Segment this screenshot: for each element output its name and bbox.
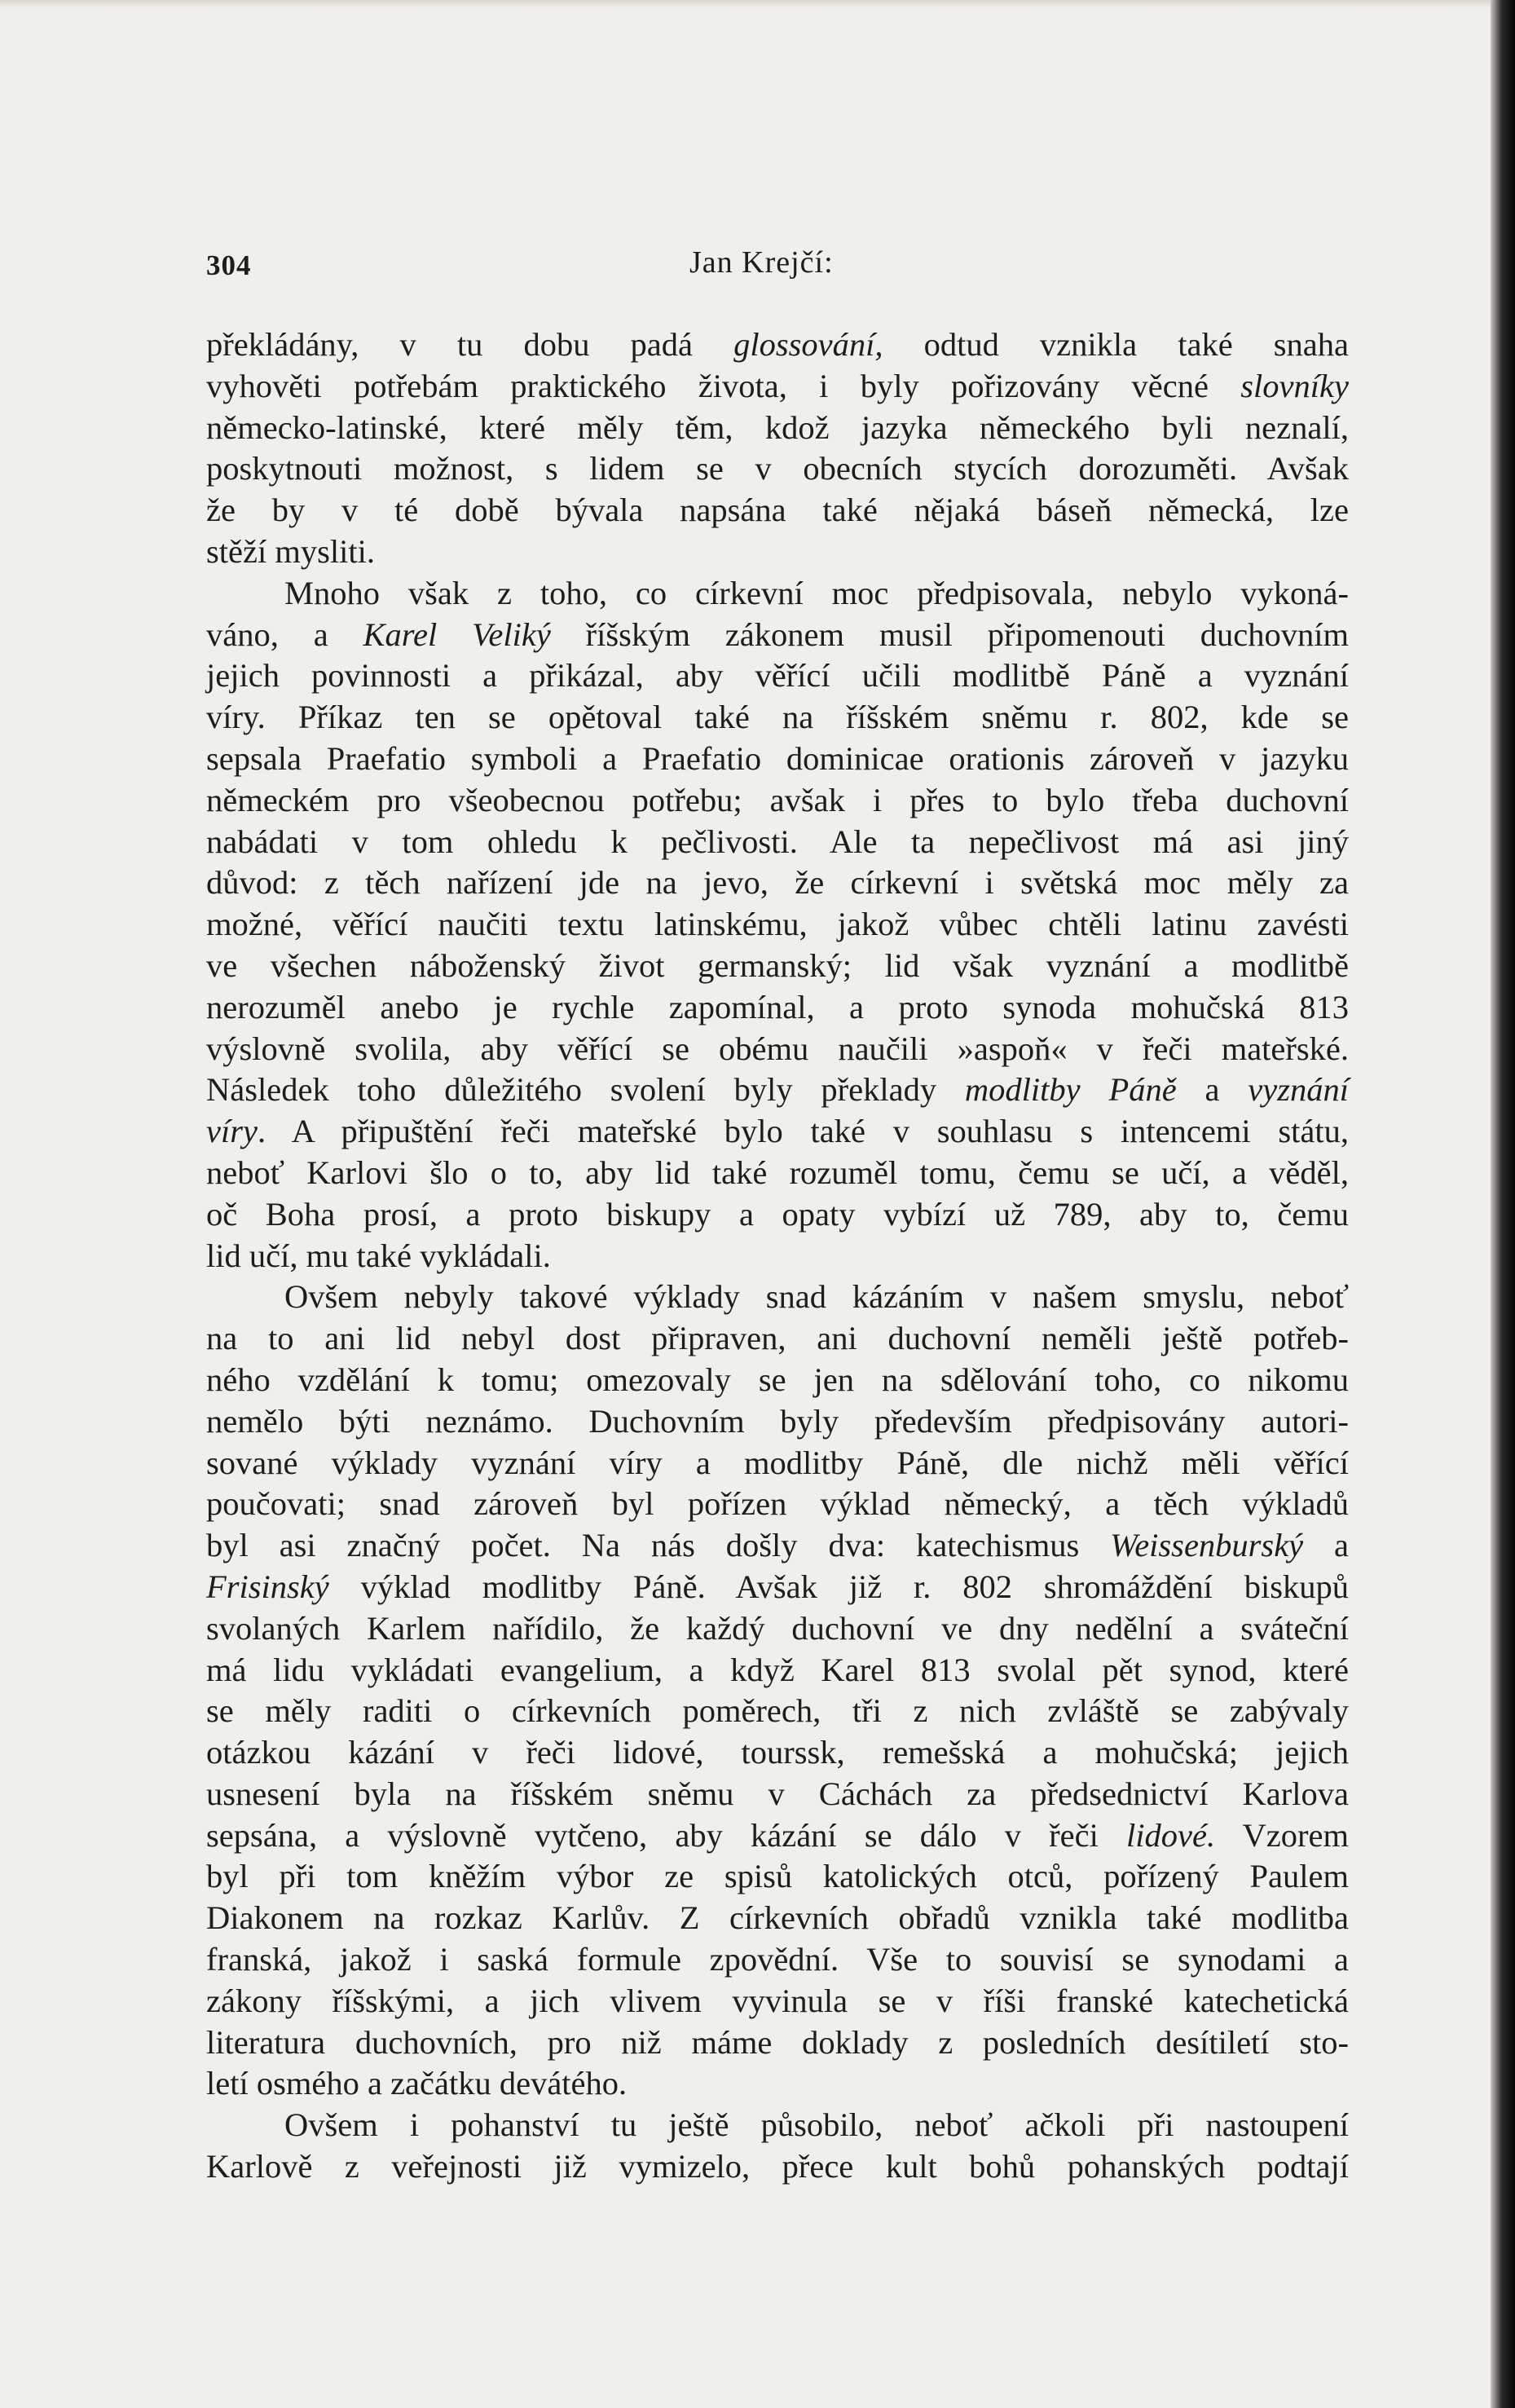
text-run: usnesení byla na říšském sněmu v Cáchách za předsednictví Karlova (206, 1775, 1349, 1812)
text-line (206, 1069, 1349, 1111)
text-run: otázkou kázání v řeči lidové, tourssk, remešská a mohučská; jejich (206, 1734, 1349, 1771)
italic-text-run: glossování, (733, 326, 883, 363)
text-line (206, 1194, 1349, 1236)
text-run: říšským zákonem musil připomenouti duchovním (550, 615, 1349, 653)
text-run: německém pro všeobecnou potřebu; avšak i přes to bylo třeba duchovní (206, 781, 1349, 818)
text-run: lid učí, mu také vykládali. (206, 1237, 551, 1274)
text-run: a (1176, 1071, 1249, 1109)
text-line (206, 655, 1349, 697)
text-run: byl asi značný počet. Na nás došly dva: katechismus (206, 1527, 1111, 1564)
text-line (206, 1029, 1349, 1070)
text-run: letí osmého a začátku devátého. (206, 2065, 628, 2102)
text-line (206, 1732, 1349, 1774)
text-run: Mnoho však z toho, co církevní moc předpisovala, nebylo vykoná- (284, 574, 1349, 611)
text-run: odtud vznikla také snaha (883, 326, 1349, 363)
text-run: Karlově z veřejnosti již vymizelo, přece kult bohů pohanských podtají (206, 2148, 1349, 2185)
text-run: sepsala Praefatio symboli a Praefatio dominicae orationis zároveň v jazyku (206, 739, 1349, 777)
text-line (206, 1981, 1349, 2022)
text-run: svolaných Karlem nařídilo, že každý duchovní ve dny nedělní a sváteční (206, 1609, 1349, 1647)
text-run: nabádati v tom ohledu k pečlivosti. Ale ta nepečlivost má asi jiný (206, 823, 1349, 860)
text-line (206, 615, 1349, 656)
text-run: váno, a (206, 615, 363, 653)
text-line (206, 1484, 1349, 1525)
text-run: stěží mysliti. (206, 532, 375, 570)
text-run: franská, jakož i saská formule zpovědní. Vše to souvisí se synodami a (206, 1941, 1349, 1978)
text-line (206, 780, 1349, 822)
text-run: ve všechen náboženský život germanský; lid však vyznání a modlitbě (206, 946, 1349, 984)
text-line (206, 862, 1349, 904)
text-run: poučovati; snad zároveň byl pořízen výklad německý, a těch výkladů (206, 1485, 1349, 1523)
text-line (206, 2105, 1349, 2146)
text-line (206, 987, 1349, 1029)
text-line (206, 697, 1349, 739)
italic-text-run: lidové. (1126, 1816, 1216, 1854)
page-top-shadow (0, 0, 1515, 8)
italic-text-run: Karel Veliký (363, 615, 551, 653)
text-line (206, 448, 1349, 490)
text-line (206, 1650, 1349, 1691)
text-run: Diakonem na rozkaz Karlův. Z církevních obřadů vznikla také modlitba (206, 1899, 1349, 1937)
italic-text-run: Weissenburský (1110, 1527, 1304, 1564)
text-line (206, 1774, 1349, 1815)
text-run: že by v té době bývala napsána také nějaká báseň německá, lze (206, 492, 1349, 529)
text-line (206, 2146, 1349, 2188)
text-line (206, 904, 1349, 946)
text-line (206, 1360, 1349, 1401)
text-run: výklad modlitby Páně. Avšak již r. 802 shromáždění biskupů (328, 1568, 1349, 1605)
text-run: Následek toho důležitého svolení byly překlady (206, 1071, 965, 1109)
text-line (206, 1525, 1349, 1567)
text-line (206, 739, 1349, 780)
text-run: sované výklady vyznání víry a modlitby Páně, dle nichž měli věřící (206, 1444, 1349, 1481)
page-right-edge-shadow (1491, 0, 1515, 2408)
text-run: vyhověti potřebám praktického života, i byly pořizovány věcné (206, 367, 1241, 404)
text-run: zákony říšskými, a jich vlivem vyvinula se v říši franské katechetická (206, 1982, 1349, 2019)
text-line (206, 490, 1349, 531)
text-line (206, 324, 1349, 366)
text-run: literatura duchovních, pro niž máme doklady z posledních desítiletí sto- (206, 2023, 1349, 2061)
text-run: překládány, v tu dobu padá (206, 326, 734, 363)
body-text (206, 324, 1349, 2188)
text-line (206, 1856, 1349, 1898)
paragraph (206, 573, 1349, 1277)
text-run: Ovšem nebyly takové výklady snad kázáním v našem smyslu, neboť (284, 1278, 1349, 1316)
paragraph (206, 1277, 1349, 2105)
text-run: na to ani lid nebyl dost připraven, ani duchovní neměli ještě potřeb- (206, 1320, 1349, 1357)
text-run: ného vzdělání k tomu; omezovaly se jen na sdělování toho, co nikomu (206, 1361, 1349, 1398)
text-run: německo-latinské, které měly těm, kdož jazyka německého byli neznalí, (206, 408, 1349, 446)
text-line (206, 1236, 1349, 1277)
text-line (206, 1443, 1349, 1484)
text-run: neboť Karlovi šlo o to, aby lid také rozuměl tomu, čemu se učí, a věděl, (206, 1153, 1349, 1191)
text-line (206, 366, 1349, 408)
text-run: víry. Příkaz ten se opětoval také na říšském sněmu r. 802, kde se (206, 699, 1349, 736)
text-line (206, 1691, 1349, 1732)
text-run: nerozuměl anebo je rychle zapomínal, a proto synoda mohučská 813 (206, 988, 1349, 1025)
text-run: oč Boha prosí, a proto biskupy a opaty vybízí už 789, aby to, čemu (206, 1195, 1349, 1233)
text-run: možné, věřící naučiti textu latinskému, jakož vůbec chtěli latinu zavésti (206, 906, 1349, 943)
text-run: nemělo býti neznámo. Duchovním byly především předpisovány autori- (206, 1402, 1349, 1440)
text-line (206, 1401, 1349, 1443)
running-title: Jan Krejčí: (689, 245, 834, 280)
text-line (206, 1898, 1349, 1939)
text-line (206, 2063, 1349, 2105)
text-line (206, 822, 1349, 863)
text-run: výslovně svolila, aby věřící se obému naučili »aspoň« v řeči mateřské. (206, 1030, 1349, 1067)
paragraph (206, 2105, 1349, 2188)
text-line (206, 1608, 1349, 1650)
text-run: sepsána, a výslovně vytčeno, aby kázání se dálo v řeči (206, 1816, 1126, 1854)
text-line (206, 408, 1349, 449)
text-line (206, 1153, 1349, 1194)
text-line (206, 1815, 1349, 1857)
italic-text-run: vyznání (1248, 1071, 1350, 1109)
text-line (206, 2022, 1349, 2064)
text-line (206, 531, 1349, 573)
text-line (206, 946, 1349, 987)
text-run: se měly raditi o církevních poměrech, tři z nich zvláště se zabývaly (206, 1692, 1349, 1730)
text-run: a (1303, 1527, 1350, 1564)
italic-text-run: slovníky (1240, 367, 1349, 404)
text-run: . A připuštění řeči mateřské bylo také v souhlasu s intencemi státu, (257, 1113, 1349, 1150)
text-run: byl při tom kněžím výbor ze spisů katolických otců, pořízený Paulem (206, 1858, 1349, 1895)
running-head (206, 245, 1347, 293)
text-line (206, 1939, 1349, 1981)
text-line (206, 1567, 1349, 1608)
text-run: má lidu vykládati evangelium, a když Karel 813 svolal pět synod, které (206, 1651, 1349, 1688)
italic-text-run: modlitby Páně (964, 1071, 1177, 1109)
text-line (206, 1277, 1349, 1318)
text-line (206, 573, 1349, 615)
text-run: jejich povinnosti a přikázal, aby věřící učili modlitbě Páně a vyznání (206, 657, 1349, 695)
italic-text-run: Frisinský (206, 1568, 329, 1605)
italic-text-run: víry (206, 1113, 258, 1150)
text-run: poskytnouti možnost, s lidem se v obecních stycích dorozuměti. Avšak (206, 450, 1349, 487)
text-run: důvod: z těch nařízení jde na jevo, že církevní i světská moc měly za (206, 864, 1349, 902)
text-run: Vzorem (1215, 1816, 1349, 1854)
text-run: Ovšem i pohanství tu ještě působilo, neboť ačkoli při nastoupení (284, 2106, 1349, 2144)
text-line (206, 1111, 1349, 1153)
text-line (206, 1318, 1349, 1360)
paragraph (206, 324, 1349, 573)
page-number: 304 (206, 249, 252, 281)
